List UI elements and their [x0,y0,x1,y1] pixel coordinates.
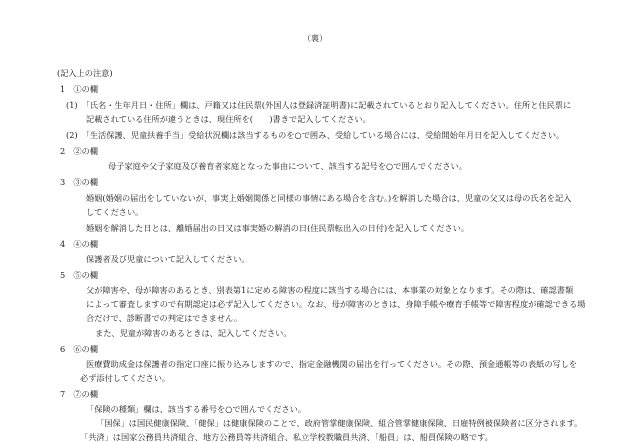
page-side-label: （裏） [302,33,328,43]
section-7-heading: 7 ⑦の欄 [60,389,98,399]
section-5-paragraph-1-line-1: 父が障害や、母が障害のあるとき、別表第1に定める障害の程度に該当する場合には、本事業の対象となります。その際は、確認書類 [86,285,574,295]
section-6-heading: 6 ⑥の欄 [60,344,98,354]
section-4-heading: 4 ④の欄 [60,239,98,249]
section-7-paragraph-1: 「保険の種類」欄は、該当する番号を○で囲んでください。 [86,404,307,414]
section-5-paragraph-1-line-3: 合だけで、診断書での判定はできません。 [86,313,242,323]
section-1-item-1-line-1: (1) 「氏名・生年月日・住所」欄は、戸籍又は住民票(外国人は登録済証明書)に記載されているとおり記入してください。住所と住民票に [66,100,572,110]
notes-title: (記入上の注意) [57,68,113,78]
section-7-paragraph-3: 「共済」は国家公務員共済組合、地方公務員等共済組合、私立学校教職員共済、「船員」は、船員保険の略です。 [80,432,493,442]
section-2-heading: 2 ②の欄 [60,146,98,156]
section-4-paragraph: 保護者及び児童について記入してください。 [86,254,250,264]
section-2-paragraph: 母子家庭や父子家庭及び養育者家庭となった事由について、該当する記号を○で囲んでください。 [108,161,467,171]
section-3-paragraph-2: 婚姻を解消した日とは、離婚届出の日又は事実婚の解消の日(住民票転出入の日付)を記入してください。 [86,223,470,233]
section-3-paragraph-1-line-1: 婚姻(婚姻の届出をしていないが、事実上婚姻関係と同様の事情にある場合を含む。)を解消した場合は、児童の父又は母の氏名を記入 [86,193,572,203]
section-1-item-2-line-1: (2) 「生活保護、児童扶養手当」受給状況欄は該当するものを○で囲み、受給している場合には、受給開始年月日を記入してください。 [66,130,565,140]
section-3-heading: 3 ③の欄 [60,177,98,187]
section-6-paragraph-line-1: 医療費助成金は保護者の指定口座に振り込みしますので、指定金融機関の届出を行ってください。その際、預金通帳等の表紙の写しを [86,359,578,369]
section-1-heading: 1 ①の欄 [60,84,98,94]
section-3-paragraph-1-line-2: してください。 [86,207,144,217]
section-5-paragraph-2: また、児童が障害のあるときは、記入してください。 [95,328,292,338]
section-6-paragraph-line-2: 必ず添付してください。 [80,373,171,383]
section-5-paragraph-1-line-2: によって審査しますので有期認定は必ず記入してください。なお、母が障害のときは、身障手帳や療育手帳等で障害程度が確認できる場 [86,299,586,309]
section-1-item-1-line-2: 記載されている住所が違うときは、現住所を( )書きで記入してください。 [86,114,371,124]
section-7-paragraph-2: 「国保」は国民健康保険、「健保」は健康保険のことで、政府管掌健康保険、組合管掌健康保険、日雇特例被保険者に区分されます。 [96,418,583,428]
section-5-heading: 5 ⑤の欄 [60,270,98,280]
